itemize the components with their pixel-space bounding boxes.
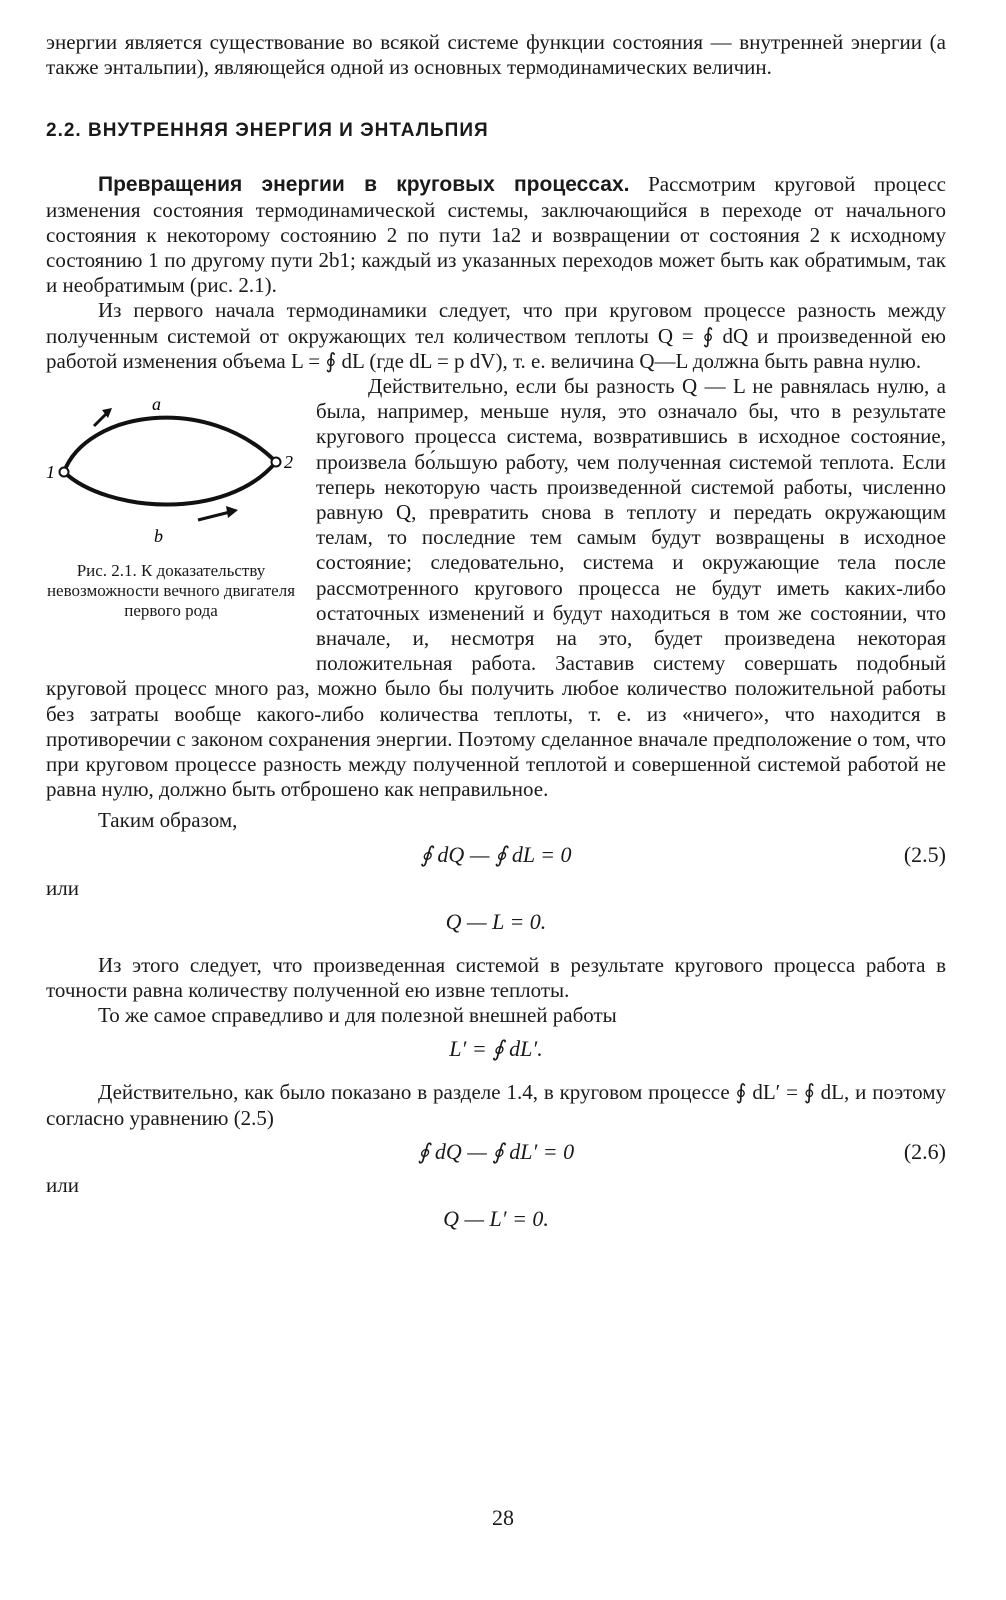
equation-2-6-number: (2.6): [903, 1138, 946, 1164]
equation-l-prime: [46, 1028, 946, 1070]
equation-2-6: [46, 1131, 946, 1173]
equation-2-5-formula: ∮ dQ — ∮ dL = 0: [420, 841, 572, 867]
label-2: 2: [284, 452, 293, 473]
cycle-path-b: [64, 462, 276, 505]
equation-2-6b: [46, 1198, 946, 1240]
paragraph-first-law: Из первого начала термодинамики следует, что при круговом процессе разность между полученным системой от окружающих тел количеством теплоты Q = ∮ dQ и произведенной ею работой изменения объема L = ∮ dL (где dL = p dV), т. е. величина Q—L должна быть равна нулю.: [46, 298, 946, 373]
equation-2-5b: [46, 901, 946, 943]
paragraph-proof: Действительно, если бы разность Q — L не равнялась нулю, а была, например, меньше нуля, это означало бы, что в результате кругового процесса система, возвратившись в исходное состояние, произвела бо́льшую работу, чем полученная системой теплота. Если теперь некоторую часть произведенной системой работы, численно равную Q, превратить снова в теплоту и передать окружающим телам, то последние тем самым будут возвращены в исходное состояние; следовательно, система и окружающие тела после рассмотренного кругового процесса не будут иметь каких-либо остаточных изменений и будут находиться в том же состоянии, что вначале, и, несмотря на это, будет произведена некоторая положительная работа. Заставив систему совершать подобный круговой процесс много раз, можно было бы получить любое количество положительной работы без затраты вообще какого-либо количества теплоты, т. е. из «ничего», что находится в противоречии с законом сохранения энергии. Поэтому сделанное вначале предположение о том, что при круговом процессе разность между полученной теплотой и совершенной системой работой не равна нулю, должно быть отброшено как неправильное.: [46, 374, 946, 802]
intro-paragraph: энергии является существование во всякой системе функции состояния — внутренней энергии (а также энтальпии), являющейся одной из основных термодинамических величин.: [46, 30, 946, 80]
word-or-1: или: [46, 875, 79, 900]
label-a: a: [152, 394, 161, 415]
equation-2-6b-formula: Q — L′ = 0.: [443, 1205, 549, 1231]
section-heading: 2.2. ВНУТРЕННЯЯ ЭНЕРГИЯ И ЭНТАЛЬПИЯ: [46, 120, 489, 142]
equation-l-prime-formula: L′ = ∮ dL′.: [449, 1036, 543, 1062]
paragraph-useful-work: То же самое справедливо и для полезной внешней работы: [98, 1003, 617, 1028]
page-number: 28: [492, 1505, 514, 1530]
label-b: b: [154, 526, 163, 547]
paragraph-circular-process-text: Рассмотрим круговой процесс изменения состояния термодинамической системы, заключающийся в переходе от начального состояния к некоторому состоянию 2 по пути 1a2 и возвращении от состояния 2 к исходному состоянию 1 по другому пути 2b1; каждый из указанных переходов может быть как обратимым, так и необратимым (рис. 2.1).: [46, 172, 947, 298]
state-point-2: [272, 458, 281, 467]
cycle-diagram: [46, 382, 296, 557]
state-point-1: [60, 468, 69, 477]
paragraph-thus: Таким образом,: [98, 808, 238, 833]
page-body: [46, 30, 946, 1240]
paragraph-section-ref: Действительно, как было показано в разделе 1.4, в круговом процессе ∮ dL′ = ∮ dL, и поэтому согласно уравнению (2.5): [46, 1080, 946, 1130]
label-1: 1: [46, 462, 55, 483]
word-or-2: или: [46, 1172, 79, 1197]
runin-heading: Превращения энергии в круговых процессах.: [98, 173, 630, 197]
arrow-b-icon: [198, 512, 230, 520]
equation-2-6-formula: ∮ dQ — ∮ dL′ = 0: [417, 1138, 575, 1164]
equation-2-5: [46, 834, 946, 876]
paragraph-circular-process: [46, 172, 946, 298]
equation-2-5b-formula: Q — L = 0.: [445, 908, 547, 934]
paragraph-consequence: Из этого следует, что произведенная системой в результате кругового процесса работа в точности равна количеству полученной ею извне теплоты.: [46, 952, 946, 1002]
arrow-b-head-icon: [226, 506, 238, 518]
equation-2-5-number: (2.5): [903, 841, 946, 867]
figure-caption: Рис. 2.1. К доказательству невозможности вечного двигателя первого рода: [46, 561, 296, 621]
figure-2-1: [46, 382, 296, 652]
